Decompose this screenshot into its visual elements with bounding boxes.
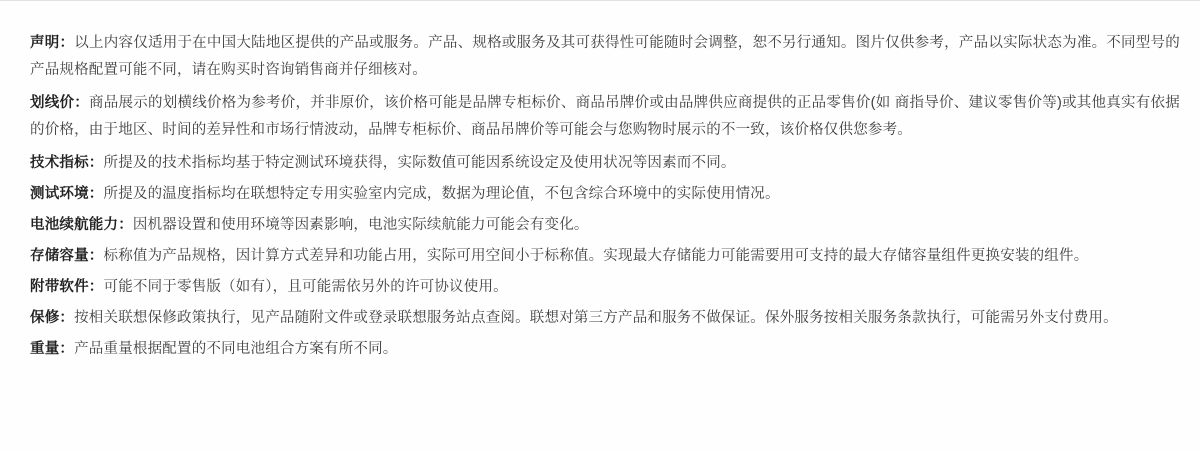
paragraph-body: 标称值为产品规格，因计算方式差异和功能占用，实际可用空间小于标称值。实现最大存储能力可能需要用可支持的最大存储容量组件更换安装的组件。 — [103, 248, 1089, 264]
paragraph-label: 技术指标： — [30, 155, 104, 171]
paragraph-label: 保修： — [30, 310, 75, 326]
paragraph-body: 所提及的温度指标均在联想特定专用实验室内完成，数据为理论值，不包含综合环境中的实际使用情况。 — [103, 186, 780, 202]
paragraph-test-environment — [30, 181, 1180, 208]
paragraph-warranty — [30, 305, 1180, 332]
disclaimer-text-block — [30, 30, 1180, 363]
paragraph-label: 重量： — [30, 341, 75, 357]
paragraph-body: 产品重量根据配置的不同电池组合方案有所不同。 — [74, 341, 398, 357]
paragraph-label: 测试环境： — [30, 186, 104, 202]
paragraph-storage-capacity — [30, 243, 1180, 270]
paragraph-label: 划线价： — [30, 95, 89, 111]
paragraph-bundled-software — [30, 274, 1180, 301]
paragraph-weight — [30, 336, 1180, 363]
paragraph-body: 按相关联想保修政策执行，见产品随附文件或登录联想服务站点查阅。联想对第三方产品和服务不做保证。保外服务按相关服务条款执行，可能需另外支付费用。 — [74, 310, 1118, 326]
paragraph-body: 所提及的技术指标均基于特定测试环境获得，实际数值可能因系统设定及使用状况等因素而不同。 — [103, 155, 736, 171]
top-divider — [0, 0, 1200, 1]
paragraph-label: 存储容量： — [30, 248, 104, 264]
paragraph-strikethrough-price — [30, 90, 1180, 144]
paragraph-statement — [30, 30, 1180, 84]
paragraph-technical-specs — [30, 150, 1180, 177]
paragraph-body: 以上内容仅适用于在中国大陆地区提供的产品或服务。产品、规格或服务及其可获得性可能随时会调整，恕不另行通知。图片仅供参考，产品以实际状态为准。不同型号的产品规格配置可能不同，请在购买时咨询销售商并仔细核对。 — [30, 35, 1180, 78]
paragraph-body: 因机器设置和使用环境等因素影响，电池实际续航能力可能会有变化。 — [132, 217, 589, 233]
paragraph-battery-life — [30, 212, 1180, 239]
paragraph-body: 可能不同于零售版（如有），且可能需依另外的许可协议使用。 — [103, 279, 508, 295]
paragraph-label: 声明： — [30, 35, 75, 51]
paragraph-body: 商品展示的划横线价格为参考价，并非原价，该价格可能是品牌专柜标价、商品吊牌价或由品牌供应商提供的正品零售价(如 商指导价、建议零售价等)或其他真实有依据的价格，由于地区、时间的差异性和市场行情波动，品牌专柜标价、商品吊牌价等可能会与您购物时展示的不一致，该价格仅供您参考。 — [30, 95, 1180, 138]
paragraph-label: 附带软件： — [30, 279, 104, 295]
paragraph-label: 电池续航能力： — [30, 217, 133, 233]
